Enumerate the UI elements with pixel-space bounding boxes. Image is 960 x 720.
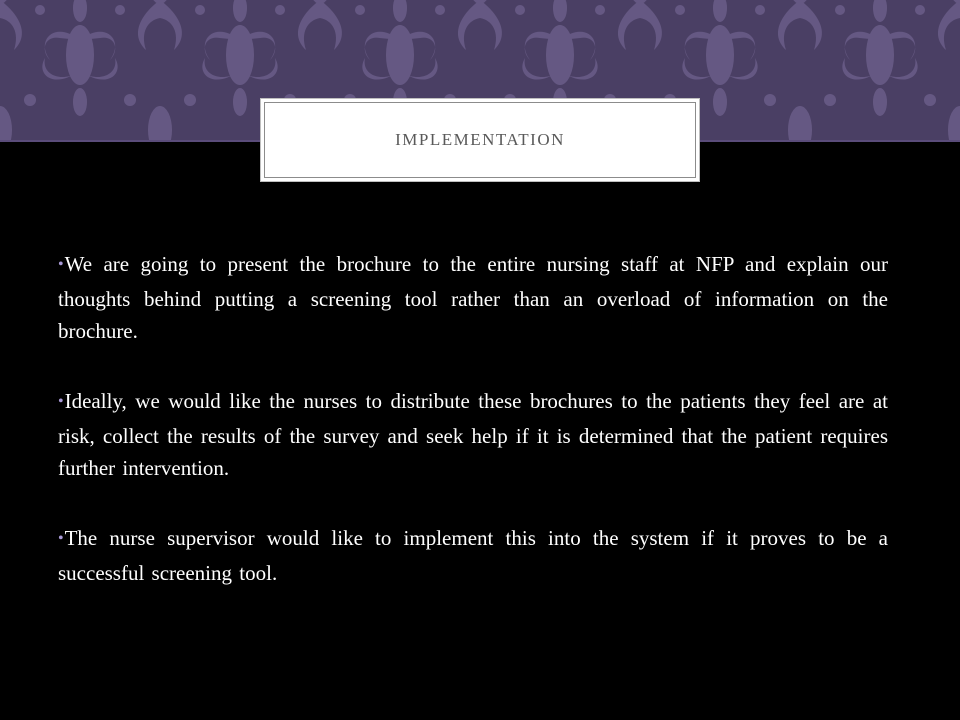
slide-title: IMPLEMENTATION: [395, 130, 565, 149]
bullet-text: We are going to present the brochure to the entire nursing staff at NFP and explain our thoughts behind putting a screening tool rather than an overload of information on the brochure.: [58, 252, 888, 343]
bullet-item: [58, 248, 888, 347]
bullet-text: Ideally, we would like the nurses to distribute these brochures to the patients they feel are at risk, collect the results of the survey and seek help if it is determined that the patient requires further intervention.: [58, 389, 888, 480]
title-box: [260, 98, 700, 182]
bullet-icon: •: [58, 393, 64, 410]
bullet-item: [58, 522, 888, 589]
bullet-text: The nurse supervisor would like to implement this into the system if it proves to be a successful screening tool.: [58, 526, 888, 585]
bullet-item: [58, 385, 888, 484]
bullet-icon: •: [58, 256, 64, 273]
bullet-icon: •: [58, 530, 64, 547]
bullet-list: [58, 248, 888, 627]
